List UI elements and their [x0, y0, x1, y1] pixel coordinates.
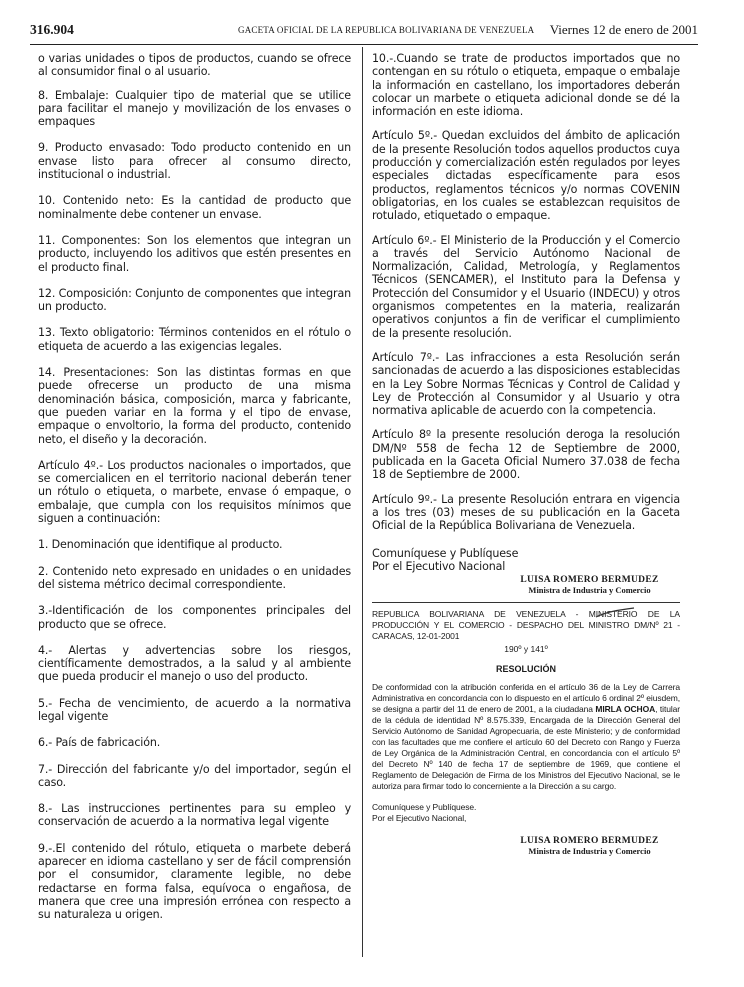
page-header [30, 22, 698, 45]
list-item: 3.-Identificación de los componentes principales del producto que se ofrece. [38, 604, 351, 631]
page-number: 316.904 [30, 22, 74, 37]
closing-line: Comuníquese y Publíquese [372, 546, 519, 560]
signer-title: Ministra de Industria y Comercio [528, 585, 651, 596]
article-7: Artículo 7º.- Las infracciones a esta Resolución serán sancionadas de acuerdo a las disposiciones establecidas en la Ley Sobre Normas Técnicas y Control de Calidad y Ley de Protección al Consumidor y al Usuario y otra normativa aplicable de acuerdo con la competencia. [372, 350, 680, 418]
signer-name: LUISA ROMERO BERMUDEZ [520, 836, 659, 847]
list-item: 8.- Las instrucciones pertinentes para su empleo y conservación de acuerdo a la normativa legal vigente [38, 802, 351, 829]
paragraph: 14. Presentaciones: Son las distintas formas en que puede ofrecerse un producto de una misma denominación básica, composición, marca y fabricante, que pueden variar en la forma y el tipo de envase, empaque o envoltorio, la forma del producto, contenido neto, el diseño y la decoración. [38, 366, 351, 446]
paragraph: 13. Texto obligatorio: Términos contenidos en el rótulo o etiqueta de acuerdo a las exigencias legales. [38, 326, 351, 353]
closing-line: Por el Ejecutivo Nacional, [372, 813, 467, 824]
resolution-title: RESOLUCIÓN [495, 664, 556, 675]
paragraph: 10. Contenido neto: Es la cantidad de producto que nominalmente debe contener un envase. [38, 194, 351, 221]
list-item: 5.- Fecha de vencimiento, de acuerdo a la normativa legal vigente [38, 696, 351, 723]
list-item: 6.- País de fabricación. [38, 736, 161, 750]
article-9: Artículo 9º.- La presente Resolución entrara en vigencia a los tres (03) meses de su publicación en la Gaceta Oficial de la República Bolivariana de Venezuela. [372, 492, 680, 533]
column-divider [362, 47, 363, 957]
resolution-years: 190º y 141º [504, 644, 548, 655]
designee-name: MIRLA OCHOA [595, 704, 656, 715]
signer-name: LUISA ROMERO BERMUDEZ [520, 575, 659, 586]
closing-line: Por el Ejecutivo Nacional [372, 559, 506, 573]
resolution-body: De conformidad con la atribución conferida en el artículo 36 de la Ley de Carrera Administrativa en concordancia con lo dispuesto en el artículo 6 ordinal 2º eiusdem, se designa a partir del 11 de enero de 2001, a la ciudadana MIRLA OCHOA, titular de la cédula de identidad Nº 8.575.339, Encargada de la Dirección General del Servicio Autónomo de Sanidad Agropecuaria, de este Ministerio; y de conformidad con las facultades que me confiere el artículo 60 del Decreto con Rango y Fuerza de Ley Orgánica de la Administración Central, en concordancia con el artículo 5º del Decreto Nº 140 de fecha 17 de septiembre de 1969, que contiene el Reglamento de Delegación de Firma de los Ministros del Ejecutivo Nacional, se le autoriza para firmar todo lo concerniente a la Dirección a su cargo. [372, 682, 680, 792]
article-6: Artículo 6º.- El Ministerio de la Producción y el Comercio a través del Servicio Autónomo Nacional de Normalización, Calidad, Metrología, y Reglamentos Técnicos (SENCAMER), el Instituto para la Defensa y Protección del Consumidor y el Usuario (INDECU) y otros organismos competentes en la materia, realizarán operativos conjuntos a fin de verificar el cumplimiento de la presente resolución. [372, 233, 680, 340]
paragraph: 8. Embalaje: Cualquier tipo de material que se utilice para facilitar el manejo y movilización de los envases o empaques [38, 88, 351, 129]
paragraph: 9. Producto envasado: Todo producto contenido en un envase listo para ofrecer al consumo directo, institucional o industrial. [38, 141, 351, 182]
paragraph: o varias unidades o tipos de productos, cuando se ofrece al consumidor final o al usuario. [38, 52, 351, 79]
list-item: 2. Contenido neto expresado en unidades o en unidades del sistema métrico decimal correspondiente. [38, 564, 351, 591]
right-column [372, 52, 680, 856]
resolution-heading: REPUBLICA BOLIVARIANA DE VENEZUELA - MINISTERIO DE LA PRODUCCIÓN Y EL COMERCIO - DESPACHO DEL MINISTRO DM/Nº 21 - CARACAS, 12-01-2001 [372, 609, 680, 642]
article-8: Artículo 8º la presente resolución deroga la resolución DM/Nº 558 de fecha 12 de Septiembre de 2000, publicada en la Gaceta Oficial Numero 37.038 de fecha 18 de Septiembre de 2000. [372, 428, 680, 482]
list-item: 4.- Alertas y advertencias sobre los riesgos, científicamente demostrados, a la salud y al ambiente que pueda producir el manejo o uso del producto. [38, 643, 351, 684]
article-5: Artículo 5º.- Quedan excluidos del ámbito de aplicación de la presente Resolución todos aquellos productos cuya producción y comercialización estén regulados por leyes especiales dictadas específicamente para esos productos, reglamentos técnicos y/o normas COVENIN obligatorias, en los cuales se establezcan requisitos de rotulado, etiquetado o empaque. [372, 129, 680, 223]
issue-date: Viernes 12 de enero de 2001 [549, 22, 698, 37]
signer-title: Ministra de Industria y Comercio [528, 846, 651, 857]
signature-mark [594, 606, 636, 620]
paragraph: 10.-.Cuando se trate de productos importados que no contengan en su rótulo o etiqueta, empaque o embalaje la información en castellano, los importadores deberán colocar un marbete o etiqueta adicional donde se dé la información en este idioma. [372, 52, 680, 119]
list-item: 9.-.El contenido del rótulo, etiqueta o marbete deberá aparecer en idioma castellano y ser de fácil comprensión por el consumidor, claramente legible, no debe redactarse en forma falsa, equívoca o engañosa, de manera que cree una impresión errónea con respecto a su naturaleza u origen. [38, 841, 351, 922]
paragraph: 12. Composición: Conjunto de componentes que integran un producto. [38, 286, 351, 314]
signature-block [507, 836, 672, 856]
paragraph: 11. Componentes: Son los elementos que integran un producto, incluyendo los aditivos que estén presentes en el producto final. [38, 233, 351, 274]
publication-title: GACETA OFICIAL DE LA REPUBLICA BOLIVARIANA DE VENEZUELA [238, 25, 535, 35]
article-4: Artículo 4º.- Los productos nacionales o importados, que se comercialicen en el territorio nacional deberán tener un rótulo o etiqueta, o marbete, envase ó empaque, o embalaje, que cumpla con los requisitos mínimos que siguen a continuación: [38, 458, 351, 526]
list-item: 1. Denominación que identifique al producto. [38, 538, 283, 552]
closing-line: Comuníquese y Publíquese. [372, 802, 477, 813]
section-divider [372, 602, 680, 603]
signature-block [507, 575, 672, 595]
list-item: 7.- Dirección del fabricante y/o del importador, según el caso. [38, 762, 351, 789]
left-column [38, 52, 351, 922]
